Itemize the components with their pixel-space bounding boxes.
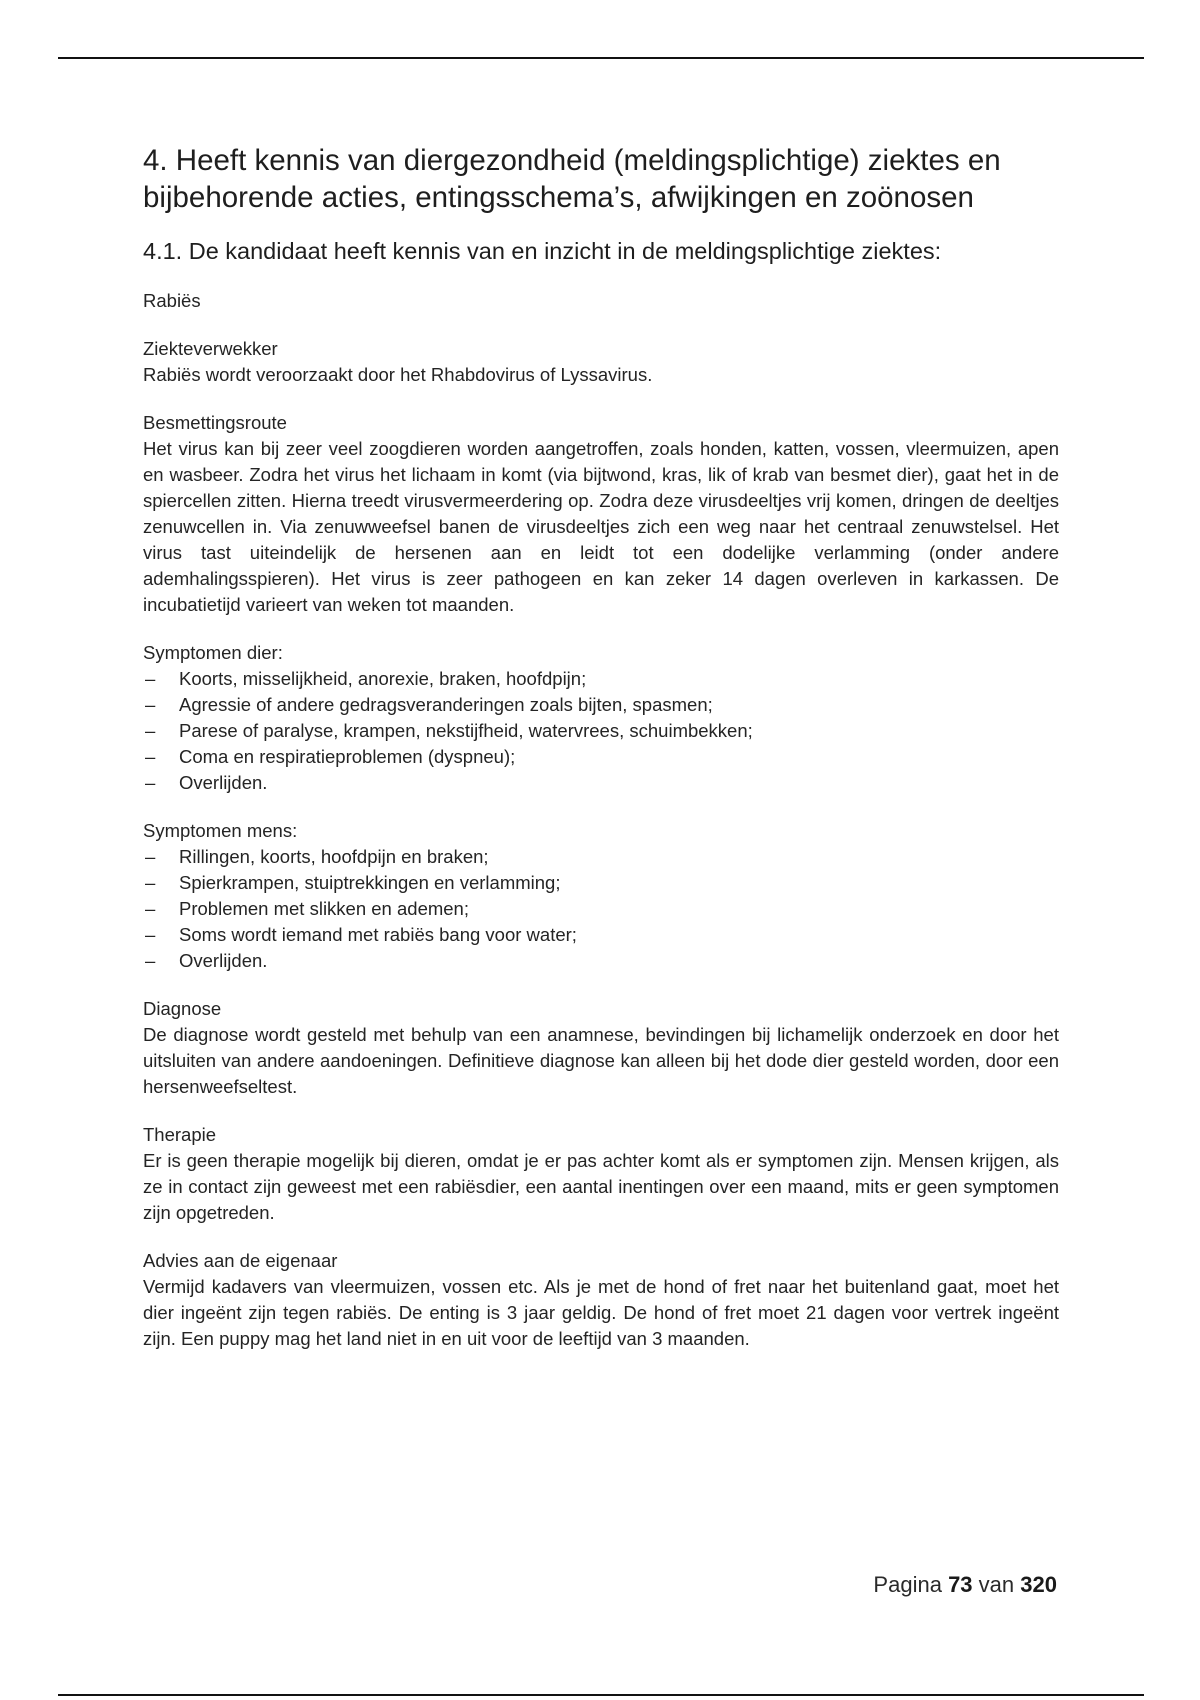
section-text: De diagnose wordt gesteld met behulp van een anamnese, bevindingen bij lichamelijk onderzoek en door het uitsluiten van andere aandoeningen. Definitieve diagnose kan alleen bij het dode dier gesteld worden, door een hersenweefseltest. — [143, 1024, 1059, 1097]
section-pathogen — [143, 336, 1059, 388]
list-item: – Coma en respiratieproblemen (dyspneu); — [143, 744, 1059, 770]
section-label: Symptomen dier: — [143, 642, 283, 663]
section-label: Therapie — [143, 1124, 217, 1145]
page-prefix: Pagina — [873, 1572, 942, 1597]
list-item: – Problemen met slikken en ademen; — [143, 896, 1059, 922]
list-item: – Rillingen, koorts, hoofdpijn en braken; — [143, 844, 1059, 870]
section-advice — [143, 1248, 1059, 1352]
section-text: Het virus kan bij zeer veel zoogdieren worden aangetroffen, zoals honden, katten, vossen, vleermuizen, apen en wasbeer. Zodra het virus het lichaam in komt (via bijtwond, kras, lik of krab van besmet dier), gaat het in de spiercellen zitten. Hierna treedt virusvermeerdering op. Zodra deze virusdeeltjes vrij komen, dringen de deeltjes zenuwcellen in. Via zenuwweefsel banen de virusdeeltjes zich een weg naar het centraal zenuwstelsel. Het virus tast uiteindelijk de hersenen aan en leidt tot een dodelijke verlamming (onder andere ademhalingsspieren). Het virus is zeer pathogeen en kan zeker 14 dagen overleven in karkassen. De incubatietijd varieert van weken tot maanden. — [143, 438, 1059, 615]
section-diagnosis — [143, 996, 1059, 1100]
list-item: – Overlijden. — [143, 770, 1059, 796]
chapter-heading: 4. Heeft kennis van diergezondheid (meldingsplichtige) ziektes en bijbehorende acties, entingsschema’s, afwijkingen en zoönosen — [143, 144, 1001, 214]
footer-rule — [58, 1694, 1144, 1696]
list-item: – Koorts, misselijkheid, anorexie, braken, hoofdpijn; — [143, 666, 1059, 692]
list-item: – Spierkrampen, stuiptrekkingen en verlamming; — [143, 870, 1059, 896]
list-item: – Agressie of andere gedragsveranderingen zoals bijten, spasmen; — [143, 692, 1059, 718]
section-text: Vermijd kadavers van vleermuizen, vossen etc. Als je met de hond of fret naar het buitenland gaat, moet het dier ingeënt zijn tegen rabiës. De enting is 3 jaar geldig. De hond of fret moet 21 dagen voor vertrek ingeënt zijn. Een puppy mag het land niet in en uit voor de leeftijd van 3 maanden. — [143, 1276, 1059, 1349]
disease-name: Rabiës — [143, 290, 201, 311]
total-pages: 320 — [1020, 1572, 1057, 1597]
list-item: – Parese of paralyse, krampen, nekstijfheid, watervrees, schuimbekken; — [143, 718, 1059, 744]
section-therapy — [143, 1122, 1059, 1226]
section-symptoms-human — [143, 818, 1059, 974]
section-label: Diagnose — [143, 998, 222, 1019]
symptom-list — [143, 666, 1059, 796]
section-symptoms-animal — [143, 640, 1059, 796]
symptom-list — [143, 844, 1059, 974]
section-heading: 4.1. De kandidaat heeft kennis van en inzicht in de meldingsplichtige ziektes: — [143, 238, 942, 264]
page-separator: van — [978, 1572, 1015, 1597]
section-label: Advies aan de eigenaar — [143, 1250, 338, 1271]
list-item: – Overlijden. — [143, 948, 1059, 974]
list-item: – Soms wordt iemand met rabiës bang voor water; — [143, 922, 1059, 948]
page-number — [873, 1572, 1057, 1598]
section-transmission — [143, 410, 1059, 618]
section-text: Er is geen therapie mogelijk bij dieren, omdat je er pas achter komt als er symptomen zijn. Mensen krijgen, als ze in contact zijn geweest met een rabiësdier, een aantal inentingen over een maand, mits er geen symptomen zijn opgetreden. — [143, 1150, 1059, 1223]
section-label: Symptomen mens: — [143, 820, 298, 841]
section-label: Ziekteverwekker — [143, 338, 278, 359]
page-content — [143, 142, 1059, 1352]
current-page: 73 — [948, 1572, 973, 1597]
header-rule — [58, 57, 1144, 59]
section-label: Besmettingsroute — [143, 412, 287, 433]
section-text: Rabiës wordt veroorzaakt door het Rhabdovirus of Lyssavirus. — [143, 364, 653, 385]
